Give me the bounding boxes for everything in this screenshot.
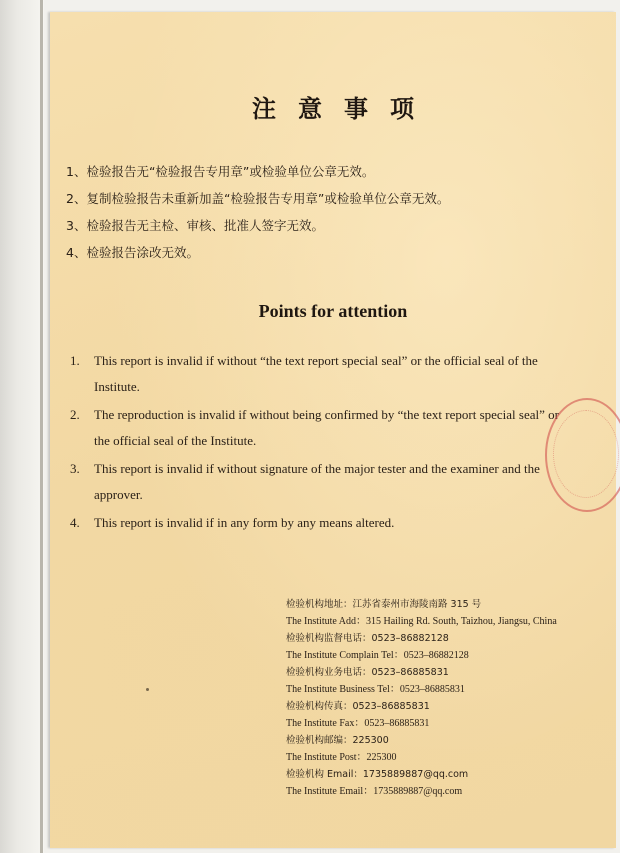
contact-post-en: The Institute Post：225300 xyxy=(286,752,397,763)
english-note-4 xyxy=(70,510,570,536)
english-note-number: 4. xyxy=(70,515,80,530)
english-note-number: 1. xyxy=(70,353,80,368)
english-note-number: 3. xyxy=(70,461,80,476)
english-note-text: This report is invalid if without signature of the major tester and the examiner and the approver. xyxy=(94,461,540,502)
chinese-note-2: 2、复制检验报告未重新加盖“检验报告专用章”或检验单位公章无效。 xyxy=(66,191,450,206)
binding-edge xyxy=(40,0,43,853)
english-note-text: The reproduction is invalid if without being confirmed by “the text report special seal” or the official seal of the Institute. xyxy=(94,407,559,448)
chinese-note-3: 3、检验报告无主检、审核、批准人签字无效。 xyxy=(66,218,324,233)
english-note-text: This report is invalid if in any form by any means altered. xyxy=(94,515,395,530)
notice-sheet xyxy=(50,12,616,848)
contact-complain-tel-en: The Institute Complain Tel：0523–86882128 xyxy=(286,650,469,661)
contact-address-en: The Institute Add：315 Hailing Rd. South, Taizhou, Jiangsu, China xyxy=(286,616,557,627)
contact-fax-zh: 检验机构传真：0523–86885831 xyxy=(286,701,430,712)
contact-email-en: The Institute Email：1735889887@qq.com xyxy=(286,786,463,797)
english-note-number: 2. xyxy=(70,407,80,422)
contact-post-zh: 检验机构邮编：225300 xyxy=(286,735,389,746)
english-note-2 xyxy=(70,402,570,454)
chinese-note-1: 1、检验报告无“检验报告专用章”或检验单位公章无效。 xyxy=(66,164,375,179)
contact-business-tel-en: The Institute Business Tel：0523–86885831 xyxy=(286,684,465,695)
institute-contact-block xyxy=(286,596,557,800)
contact-address-zh: 检验机构地址：江苏省泰州市海陵南路 315 号 xyxy=(286,599,482,610)
english-title: Points for attention xyxy=(258,301,408,321)
contact-business-tel-zh: 检验机构业务电话：0523–86885831 xyxy=(286,667,449,678)
chinese-title: 注意事项 xyxy=(252,95,436,123)
english-note-text: This report is invalid if without “the text report special seal” or the official seal of the Institute. xyxy=(94,353,538,394)
english-notes-list xyxy=(70,348,570,538)
binding-spine xyxy=(0,0,44,853)
contact-complain-tel-zh: 检验机构监督电话：0523–86882128 xyxy=(286,633,449,644)
chinese-notes-list xyxy=(66,158,449,266)
contact-fax-en: The Institute Fax：0523–86885831 xyxy=(286,718,430,729)
scan-speck xyxy=(146,688,149,691)
english-note-1 xyxy=(70,348,570,400)
contact-email-zh: 检验机构 Email：1735889887@qq.com xyxy=(286,769,469,780)
chinese-note-4: 4、检验报告涂改无效。 xyxy=(66,245,199,260)
english-note-3 xyxy=(70,456,570,508)
